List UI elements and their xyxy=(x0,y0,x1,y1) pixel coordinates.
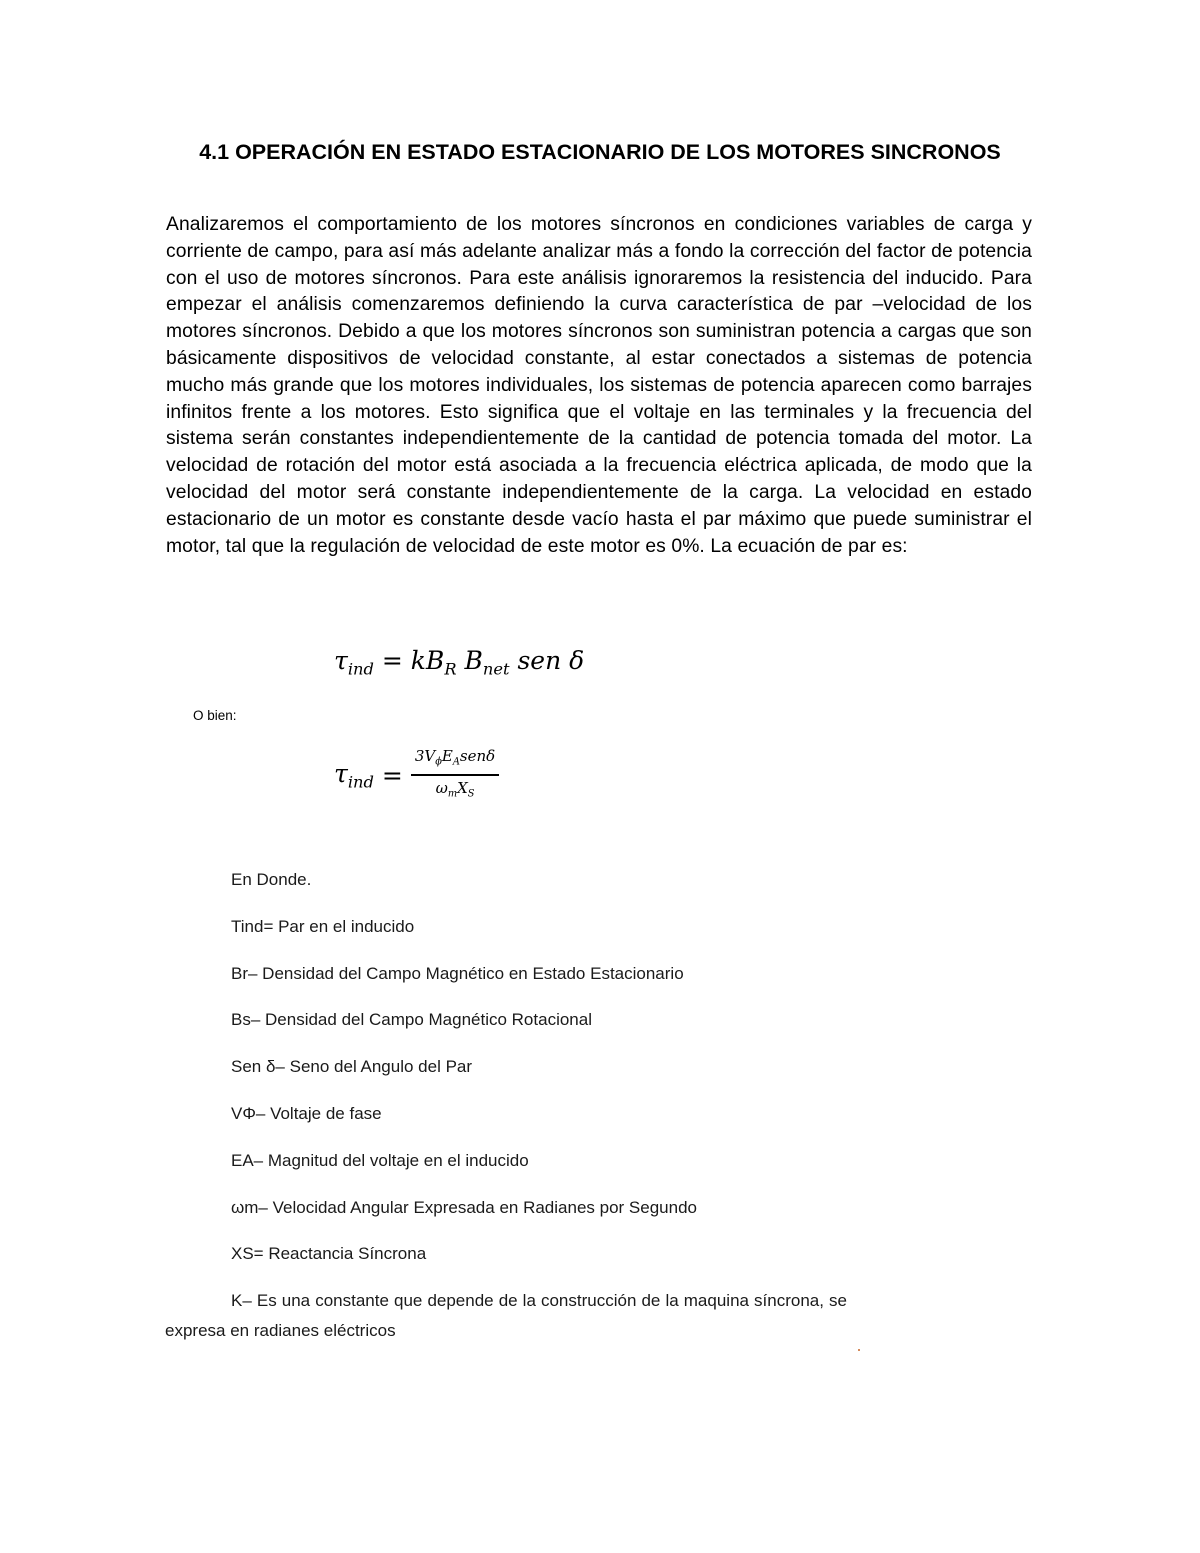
torque-equation-2 xyxy=(334,746,499,804)
torque-equation-1 xyxy=(334,646,584,679)
equals-sign: = xyxy=(381,760,403,790)
tau-symbol: τ xyxy=(334,758,348,788)
den-s-sub: S xyxy=(467,788,475,800)
stray-mark xyxy=(858,1349,860,1351)
definition-item: Tind= Par en el inducido xyxy=(231,917,415,936)
tau-symbol: τ xyxy=(334,646,348,675)
tau-subscript: ind xyxy=(347,659,374,679)
fraction-numerator xyxy=(411,746,499,772)
den-x: X xyxy=(457,778,468,797)
definition-item: Sen δ– Seno del Angulo del Par xyxy=(231,1057,473,1076)
section-title: 4.1 OPERACIÓN EN ESTADO ESTACIONARIO DE LOS MOTORES SINCRONOS xyxy=(199,140,1001,164)
definition-item-k: K– Es una constante que depende de la construcción de la maquina síncrona, se expresa en radianes eléctricos xyxy=(165,1291,847,1340)
bnet-term: B xyxy=(464,646,483,675)
num-3v: 3V xyxy=(414,747,436,765)
definition-item: Bs– Densidad del Campo Magnético Rotacional xyxy=(231,1010,592,1029)
definition-item: Br– Densidad del Campo Magnético en Estado Estacionario xyxy=(231,964,684,983)
num-e: E xyxy=(441,747,453,765)
bnet-subscript: net xyxy=(482,659,510,679)
k-br-term: kB xyxy=(410,646,445,675)
den-omega: ω xyxy=(435,778,448,797)
sen-delta-term: sen δ xyxy=(517,646,585,675)
tau-subscript: ind xyxy=(347,772,374,792)
definition-item: ωm– Velocidad Angular Expresada en Radianes por Segundo xyxy=(231,1198,697,1217)
fraction-bar xyxy=(411,774,499,776)
den-m-sub: m xyxy=(447,788,458,800)
equation2-lhs xyxy=(334,759,374,792)
definition-item: XS= Reactancia Síncrona xyxy=(231,1244,427,1263)
num-e-sub: A xyxy=(452,756,460,768)
definitions-heading: En Donde. xyxy=(231,870,312,889)
definition-item: VΦ– Voltaje de fase xyxy=(231,1104,382,1123)
o-bien-label: O bien: xyxy=(193,708,237,723)
body-paragraph: Analizaremos el comportamiento de los motores síncronos en condiciones variables de carga y corriente de campo, para así más adelante analizar más a fondo la corrección del factor de potencia con el uso de motores síncronos. Para este análisis ignoraremos la resistencia del inducido. Para empezar el análisis comenzaremos definiendo la curva característica de par –velocidad de los motores síncronos. Debido a que los motores síncronos son suministran potencia a cargas que son básicamente dispositivos de velocidad constante, al estar conectados a sistemas de potencia mucho más grande que los motores individuales, los sistemas de potencia aparecen como barrajes infinitos frente a los motores. Esto significa que el voltaje en las terminales y la frecuencia del sistema serán constantes independientemente de la cantidad de potencia tomada del motor. La velocidad de rotación del motor está asociada a la frecuencia eléctrica aplicada, de modo que la velocidad del motor será constante independientemente de la carga. La velocidad en estado estacionario de un motor es constante desde vacío hasta el par máximo que puede suministrar el motor, tal que la regulación de velocidad de este motor es 0%. La ecuación de par es: xyxy=(166,214,1032,557)
equals-sign: = xyxy=(381,646,403,675)
num-phi-sub: ϕ xyxy=(435,756,442,768)
br-subscript: R xyxy=(444,659,457,679)
definition-item: EA– Magnitud del voltaje en el inducido xyxy=(231,1151,529,1170)
fraction-denominator xyxy=(432,778,479,804)
fraction xyxy=(411,746,499,804)
num-sen: senδ xyxy=(459,747,496,765)
